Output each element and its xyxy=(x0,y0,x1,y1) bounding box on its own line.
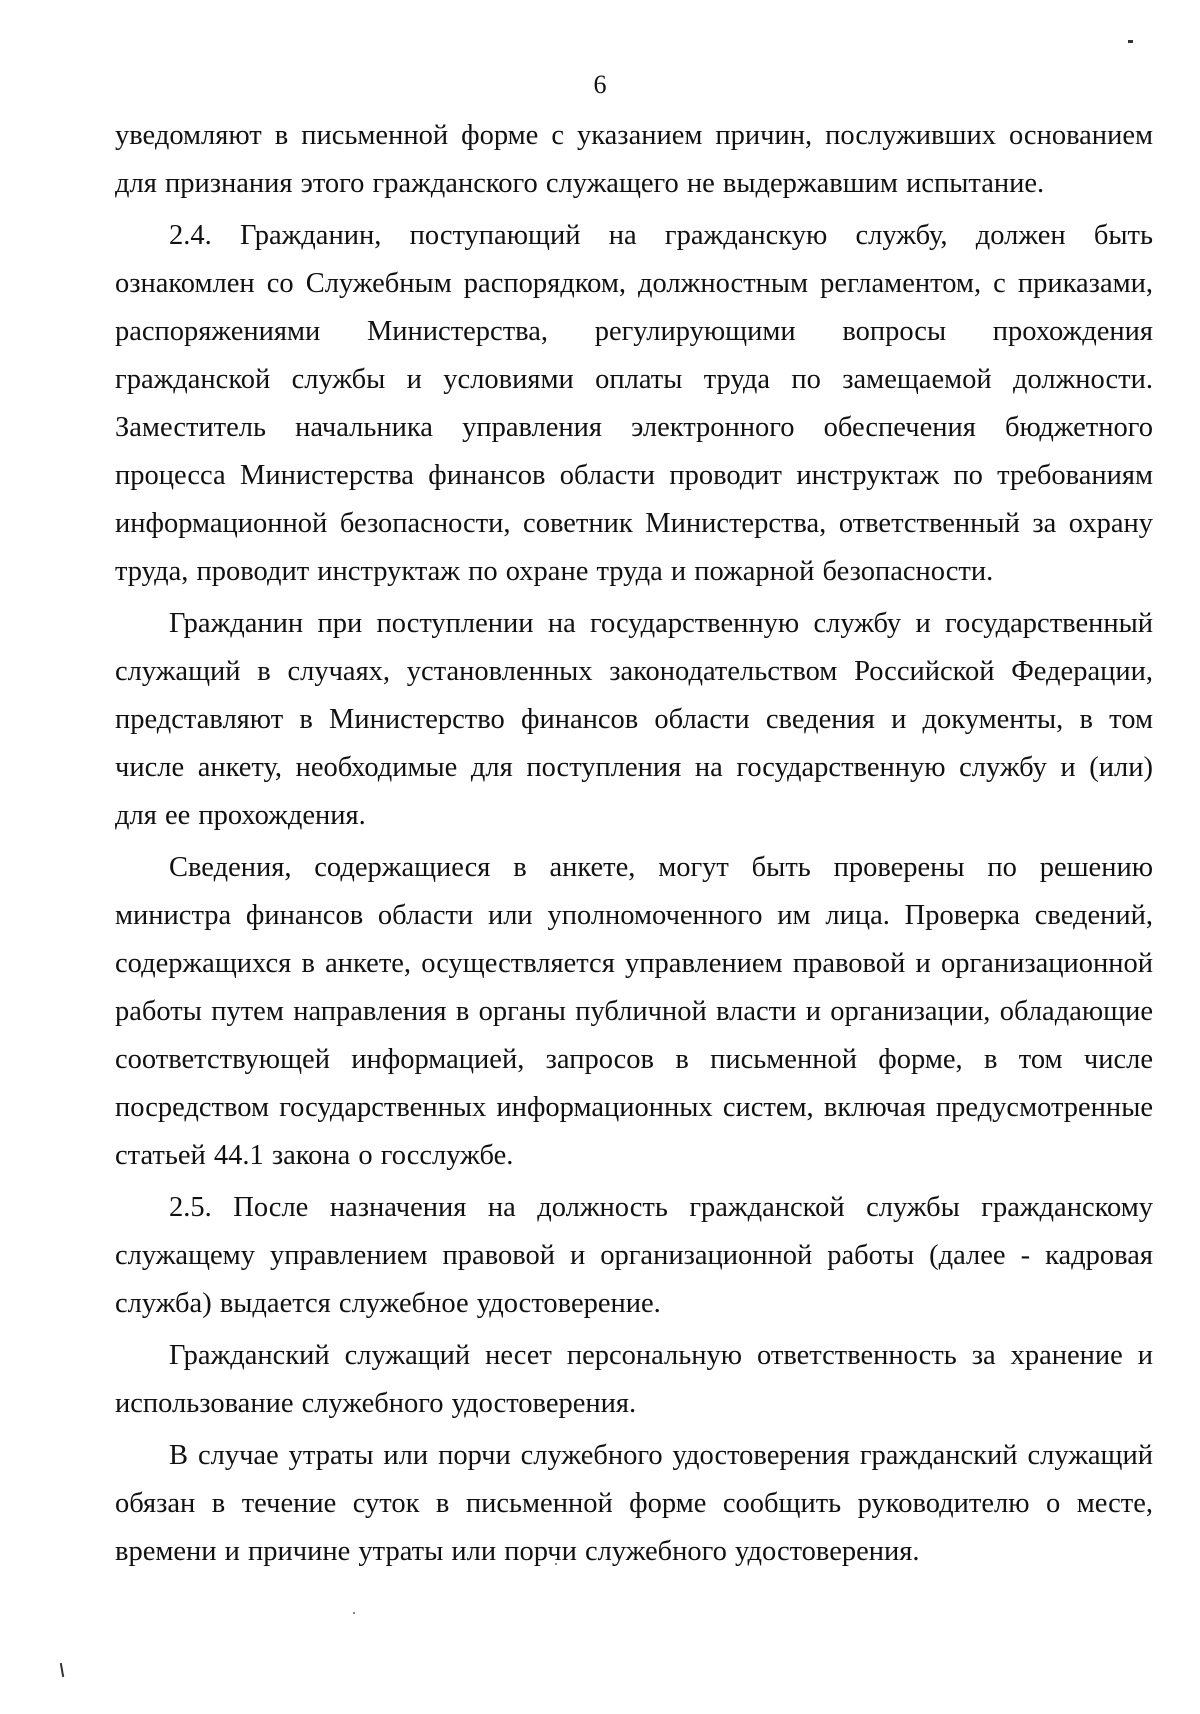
paragraph-loss: В случае утраты или порчи служебного удостоверения гражданский служащий обязан в течение суток в письменной форме сообщить руководителю о месте, времени и причине утраты или порчи служебного удостоверения. xyxy=(115,1440,1153,1567)
paragraph-responsibility: Гражданский служащий несет персональную ответственность за хранение и использование служебного удостоверения. xyxy=(115,1340,1153,1419)
paragraph-2-4: 2.4. Гражданин, поступающий на гражданскую службу, должен быть ознакомлен со Служебным распорядком, должностным регламентом, с приказами, распоряжениями Министерства, регулирующими вопросы прохождения гражданской службы и условиями оплаты труда по замещаемой должности. Заместитель начальника управления электронного обеспечения бюджетного процесса Министерства финансов области проводит инструктаж по требованиям информационной безопасности, советник Министерства, ответственный за охрану труда, проводит инструктаж по охране труда и пожарной безопасности. xyxy=(115,220,1153,587)
scan-artifact xyxy=(353,1612,355,1614)
document-body xyxy=(115,112,1153,1576)
paragraph-documents: Гражданин при поступлении на государственную службу и государственный служащий в случаях, установленных законодательством Российской Федерации, представляют в Министерство финансов области сведения и документы, в том числе анкету, необходимые для поступления на государственную службу и (или) для ее прохождения. xyxy=(115,608,1153,831)
paragraph-verification: Сведения, содержащиеся в анкете, могут быть проверены по решению министра финансов области или уполномоченного им лица. Проверка сведений, содержащихся в анкете, осуществляется управлением правовой и организационной работы путем направления в органы публичной власти и организации, обладающие соответствующей информацией, запросов в письменной форме, в том числе посредством государственных информационных систем, включая предусмотренные статьей 44.1 закона о госслужбе. xyxy=(115,852,1153,1171)
page-number: 6 xyxy=(593,70,607,99)
paragraph-continuation: уведомляют в письменной форме с указанием причин, послуживших основанием для признания этого гражданского служащего не выдержавшим испытание. xyxy=(115,120,1153,199)
scan-artifact xyxy=(1128,40,1133,43)
scan-artifact xyxy=(60,1663,64,1677)
paragraph-2-5: 2.5. После назначения на должность гражданской службы гражданскому служащему управлением правовой и организационной работы (далее - кадровая служба) выдается служебное удостоверение. xyxy=(115,1192,1153,1319)
